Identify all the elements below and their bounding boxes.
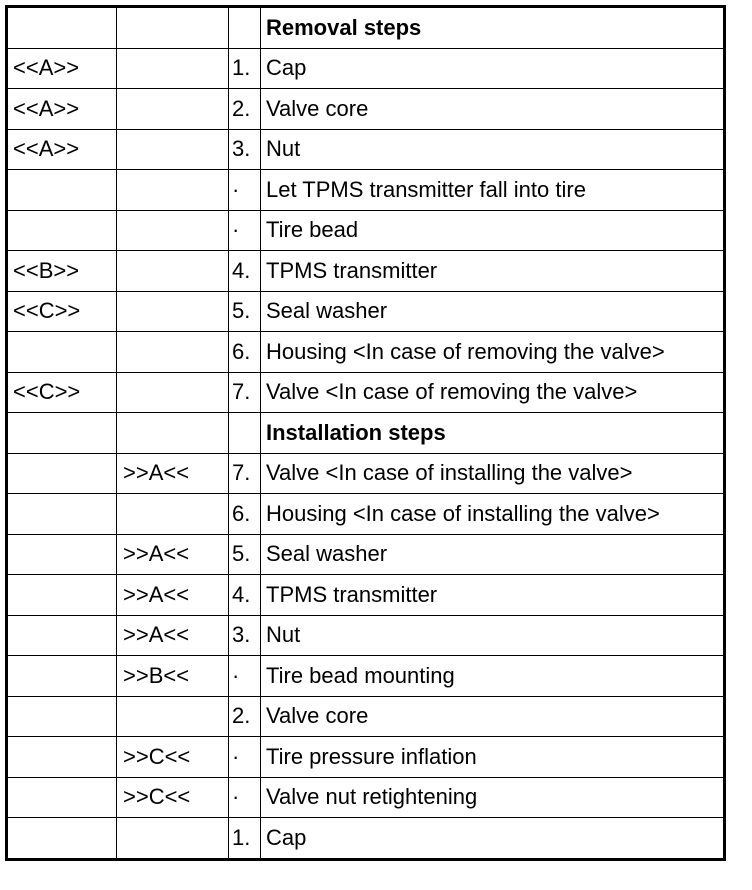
table-row bbox=[7, 656, 725, 697]
step-text-cell: Let TPMS transmitter fall into tire bbox=[261, 170, 725, 211]
step-text-cell: Nut bbox=[261, 129, 725, 170]
install-ref-cell bbox=[117, 48, 229, 89]
step-number-cell: · bbox=[229, 777, 261, 818]
install-ref-cell bbox=[117, 818, 229, 860]
table-row bbox=[7, 129, 725, 170]
step-number-cell: 5. bbox=[229, 534, 261, 575]
step-text-cell: TPMS transmitter bbox=[261, 251, 725, 292]
install-ref-cell bbox=[117, 332, 229, 373]
step-number-cell: 3. bbox=[229, 615, 261, 656]
step-text-cell: Tire bead bbox=[261, 210, 725, 251]
removal-ref-cell: <<C>> bbox=[7, 372, 117, 413]
removal-ref-cell bbox=[7, 332, 117, 373]
install-ref-cell bbox=[117, 7, 229, 49]
step-text-cell: Tire pressure inflation bbox=[261, 737, 725, 778]
install-ref-cell: >>B<< bbox=[117, 656, 229, 697]
table-row bbox=[7, 372, 725, 413]
install-ref-cell bbox=[117, 170, 229, 211]
table-row bbox=[7, 89, 725, 130]
install-ref-cell bbox=[117, 291, 229, 332]
step-number-cell: 6. bbox=[229, 494, 261, 535]
table-row bbox=[7, 818, 725, 860]
step-number-cell: 4. bbox=[229, 251, 261, 292]
install-ref-cell bbox=[117, 372, 229, 413]
removal-ref-cell bbox=[7, 413, 117, 454]
install-ref-cell: >>A<< bbox=[117, 534, 229, 575]
step-number-cell: 7. bbox=[229, 372, 261, 413]
removal-ref-cell bbox=[7, 696, 117, 737]
table-row bbox=[7, 575, 725, 616]
table-row bbox=[7, 7, 725, 49]
table-row bbox=[7, 453, 725, 494]
removal-ref-cell: <<A>> bbox=[7, 89, 117, 130]
install-ref-cell: >>A<< bbox=[117, 453, 229, 494]
install-ref-cell bbox=[117, 129, 229, 170]
step-number-cell: 4. bbox=[229, 575, 261, 616]
install-ref-cell: >>C<< bbox=[117, 777, 229, 818]
table-row bbox=[7, 696, 725, 737]
install-ref-cell: >>A<< bbox=[117, 575, 229, 616]
removal-ref-cell bbox=[7, 534, 117, 575]
removal-ref-cell: <<C>> bbox=[7, 291, 117, 332]
step-number-cell: 2. bbox=[229, 696, 261, 737]
removal-ref-cell: <<A>> bbox=[7, 48, 117, 89]
step-text-cell: Cap bbox=[261, 818, 725, 860]
step-number-cell bbox=[229, 413, 261, 454]
table-row bbox=[7, 291, 725, 332]
install-ref-cell bbox=[117, 251, 229, 292]
removal-ref-cell bbox=[7, 777, 117, 818]
table-row bbox=[7, 332, 725, 373]
removal-ref-cell bbox=[7, 575, 117, 616]
procedure-table-container bbox=[5, 5, 726, 861]
section-heading-removal: Removal steps bbox=[261, 7, 725, 49]
removal-ref-cell bbox=[7, 170, 117, 211]
install-ref-cell bbox=[117, 413, 229, 454]
table-row bbox=[7, 251, 725, 292]
step-number-cell: 1. bbox=[229, 48, 261, 89]
install-ref-cell: >>A<< bbox=[117, 615, 229, 656]
step-text-cell: Tire bead mounting bbox=[261, 656, 725, 697]
install-ref-cell bbox=[117, 696, 229, 737]
install-ref-cell bbox=[117, 210, 229, 251]
removal-ref-cell bbox=[7, 210, 117, 251]
removal-ref-cell bbox=[7, 615, 117, 656]
table-row bbox=[7, 48, 725, 89]
install-ref-cell: >>C<< bbox=[117, 737, 229, 778]
procedure-table bbox=[5, 5, 726, 861]
step-number-cell: 5. bbox=[229, 291, 261, 332]
procedure-table-body bbox=[7, 7, 725, 860]
removal-ref-cell: <<A>> bbox=[7, 129, 117, 170]
step-number-cell bbox=[229, 7, 261, 49]
step-number-cell: · bbox=[229, 737, 261, 778]
removal-ref-cell bbox=[7, 7, 117, 49]
removal-ref-cell bbox=[7, 737, 117, 778]
step-text-cell: Housing <In case of installing the valve> bbox=[261, 494, 725, 535]
step-number-cell: · bbox=[229, 656, 261, 697]
table-row bbox=[7, 210, 725, 251]
step-text-cell: Valve nut retightening bbox=[261, 777, 725, 818]
removal-ref-cell bbox=[7, 494, 117, 535]
table-row bbox=[7, 534, 725, 575]
step-text-cell: Valve core bbox=[261, 696, 725, 737]
step-number-cell: · bbox=[229, 210, 261, 251]
table-row bbox=[7, 170, 725, 211]
step-text-cell: Housing <In case of removing the valve> bbox=[261, 332, 725, 373]
table-row bbox=[7, 413, 725, 454]
step-text-cell: Seal washer bbox=[261, 291, 725, 332]
removal-ref-cell bbox=[7, 453, 117, 494]
step-text-cell: TPMS transmitter bbox=[261, 575, 725, 616]
step-number-cell: 7. bbox=[229, 453, 261, 494]
removal-ref-cell bbox=[7, 656, 117, 697]
removal-ref-cell: <<B>> bbox=[7, 251, 117, 292]
removal-ref-cell bbox=[7, 818, 117, 860]
table-row bbox=[7, 615, 725, 656]
step-number-cell: 3. bbox=[229, 129, 261, 170]
step-text-cell: Valve <In case of removing the valve> bbox=[261, 372, 725, 413]
install-ref-cell bbox=[117, 494, 229, 535]
step-text-cell: Valve core bbox=[261, 89, 725, 130]
step-number-cell: 2. bbox=[229, 89, 261, 130]
step-text-cell: Valve <In case of installing the valve> bbox=[261, 453, 725, 494]
step-number-cell: · bbox=[229, 170, 261, 211]
step-number-cell: 6. bbox=[229, 332, 261, 373]
step-text-cell: Seal washer bbox=[261, 534, 725, 575]
table-row bbox=[7, 494, 725, 535]
install-ref-cell bbox=[117, 89, 229, 130]
step-text-cell: Nut bbox=[261, 615, 725, 656]
table-row bbox=[7, 737, 725, 778]
table-row bbox=[7, 777, 725, 818]
step-number-cell: 1. bbox=[229, 818, 261, 860]
section-heading-installation: Installation steps bbox=[261, 413, 725, 454]
step-text-cell: Cap bbox=[261, 48, 725, 89]
